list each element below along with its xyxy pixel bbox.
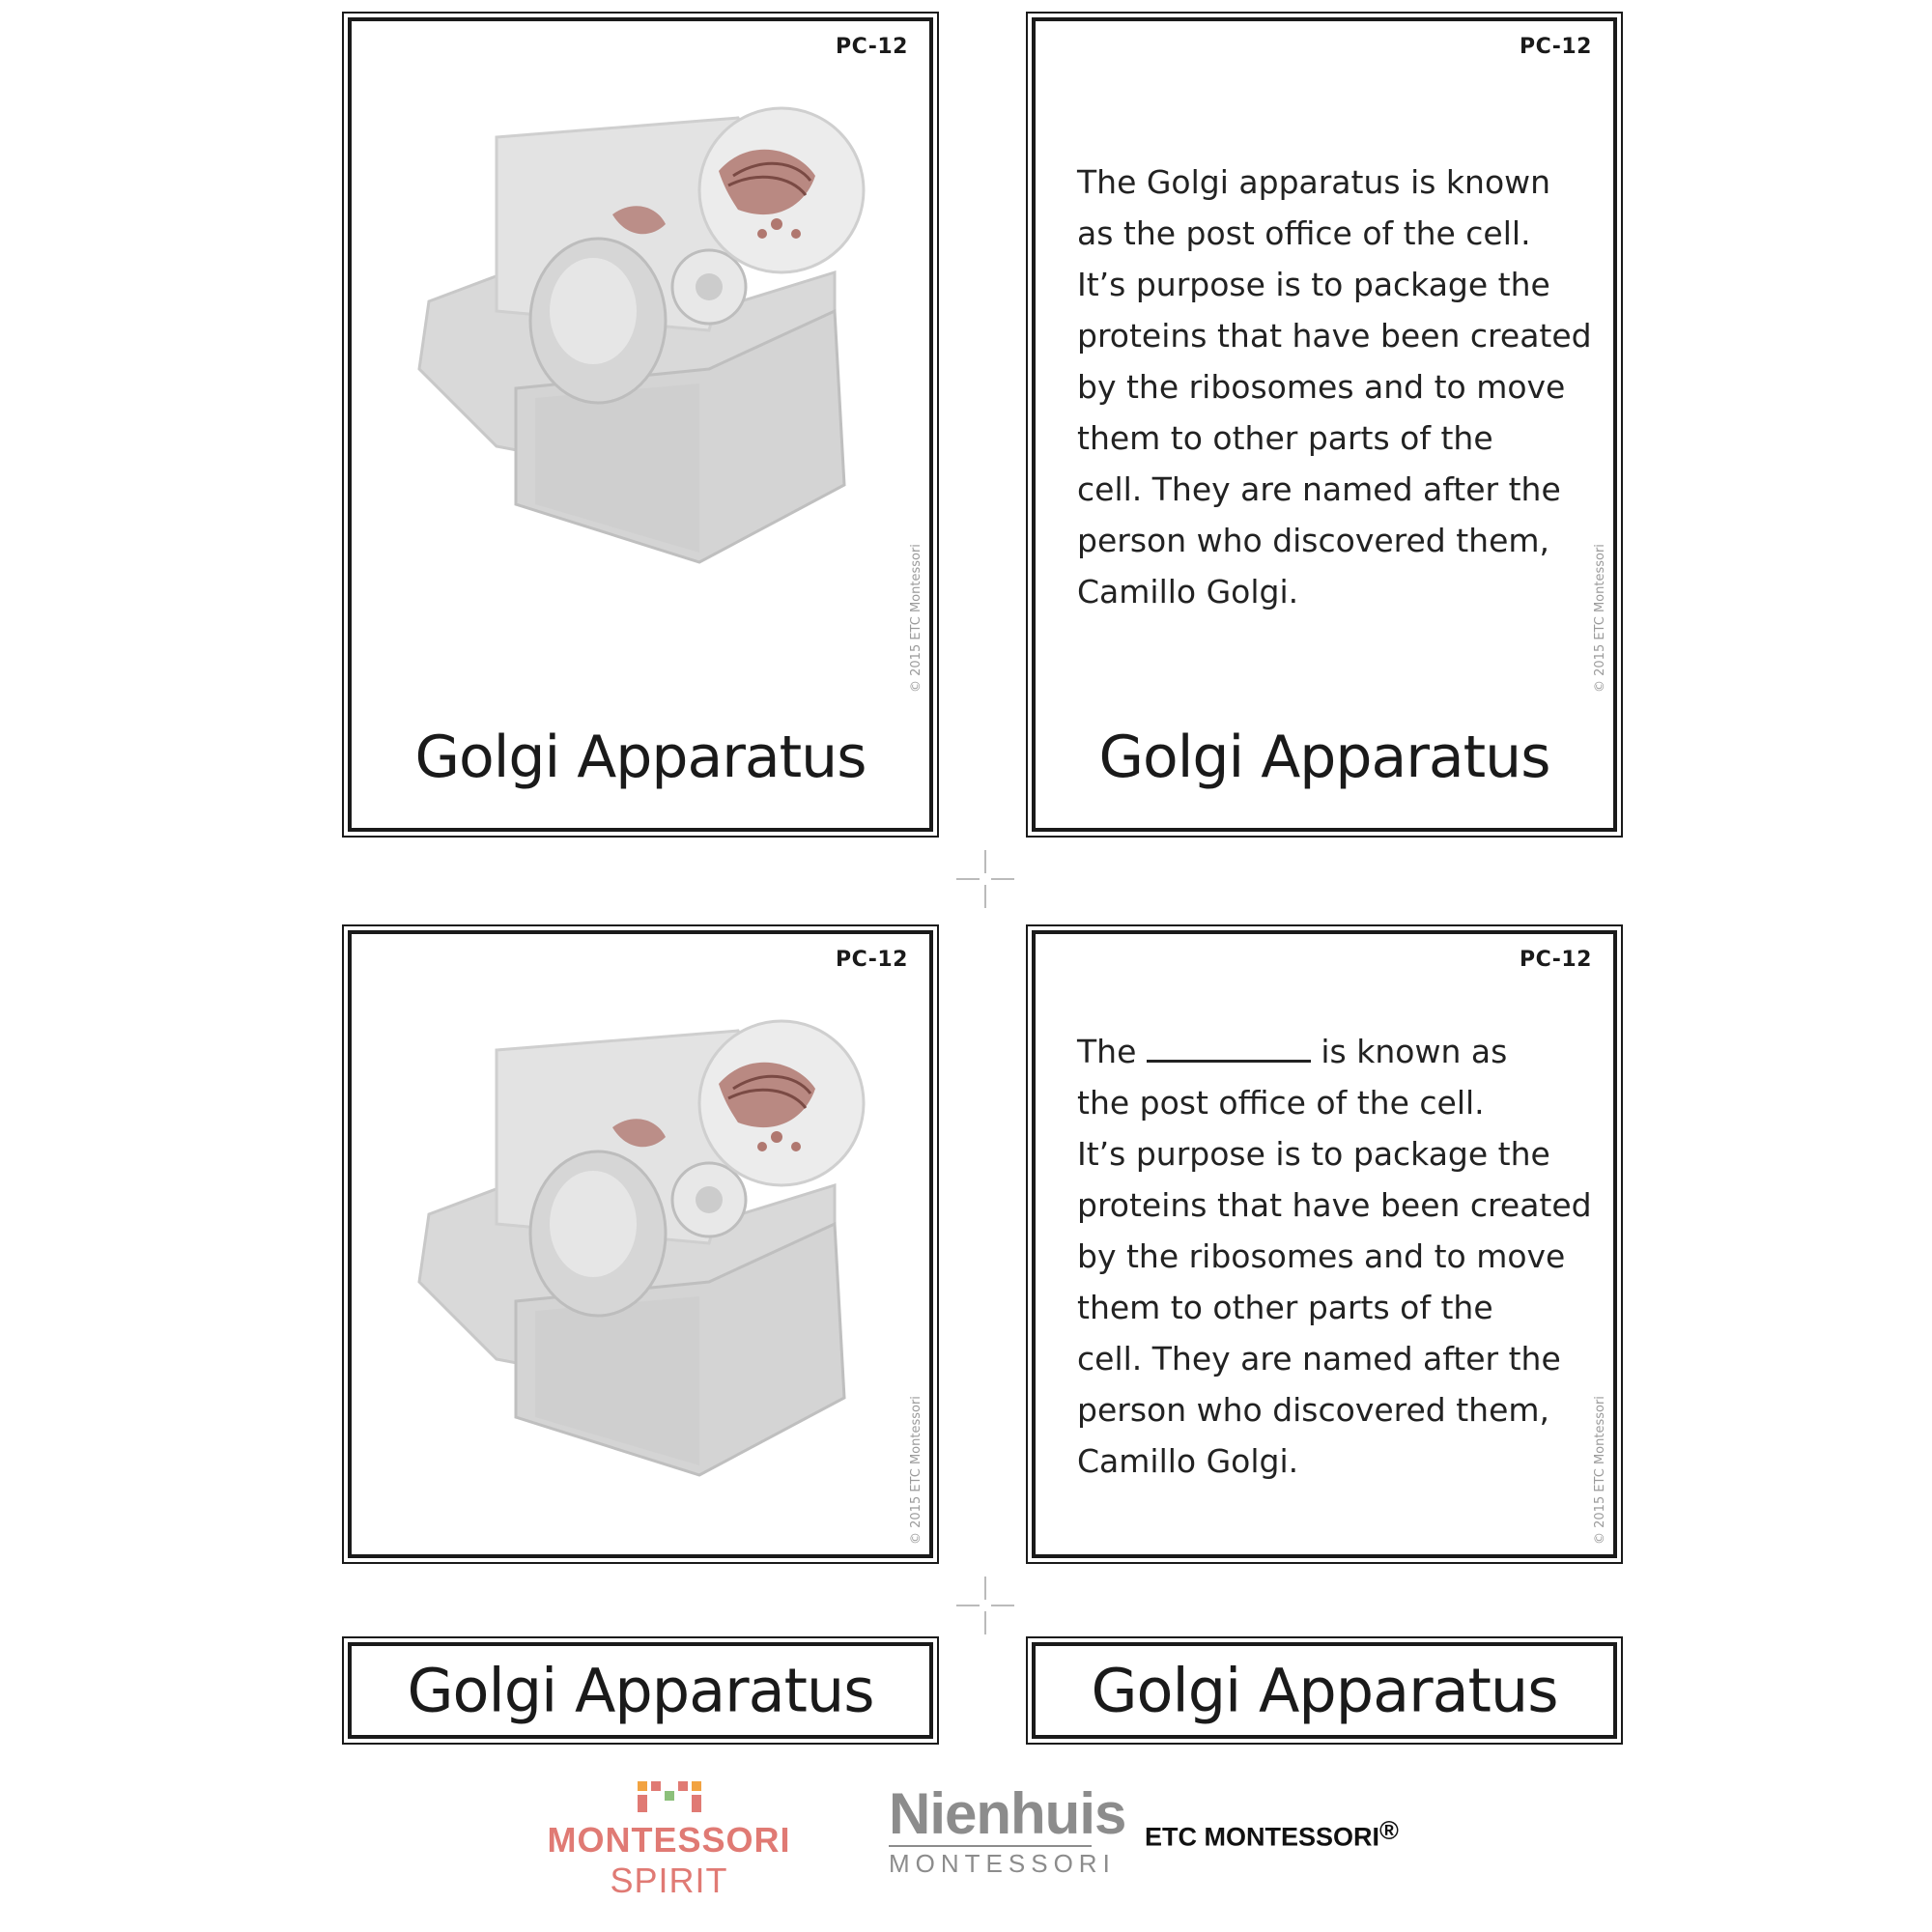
definition-line: Camillo Golgi. xyxy=(1077,573,1299,611)
spirit-brand-light: SPIRIT xyxy=(610,1861,728,1900)
label-card xyxy=(1032,1642,1617,1739)
definition-line: cell. They are named after the xyxy=(1077,1340,1561,1378)
card-code: PC-12 xyxy=(1519,35,1592,59)
label-title: Golgi Apparatus xyxy=(1091,1655,1558,1726)
definition-line: by the ribosomes and to move xyxy=(1077,1237,1566,1275)
definition-text xyxy=(1077,156,1592,617)
definition-line: by the ribosomes and to move xyxy=(1077,368,1566,406)
cell-illustration xyxy=(390,79,893,582)
card-code: PC-12 xyxy=(1519,948,1592,972)
picture-card xyxy=(348,17,933,832)
definition-line: person who discovered them, xyxy=(1077,1391,1550,1429)
montessori-spirit-logo xyxy=(502,1777,836,1901)
definition-line: proteins that have been created xyxy=(1077,1186,1592,1224)
definition-line: Camillo Golgi. xyxy=(1077,1442,1299,1480)
label-card xyxy=(348,1642,933,1739)
spirit-mark-icon xyxy=(636,1777,703,1816)
definition-line: person who discovered them, xyxy=(1077,522,1550,559)
definition-line xyxy=(1077,1026,1579,1077)
etc-montessori-logo xyxy=(1145,1816,1425,1852)
label-title: Golgi Apparatus xyxy=(407,1655,874,1726)
definition-text-blank xyxy=(1077,1026,1592,1487)
logo-bar xyxy=(0,1768,1932,1900)
definition-line: them to other parts of the xyxy=(1077,1289,1493,1326)
definition-line: as the post office of the cell. xyxy=(1077,214,1531,252)
spirit-brand-bold: MONTESSORI xyxy=(547,1820,791,1860)
crop-mark xyxy=(956,850,1014,908)
card-title: Golgi Apparatus xyxy=(414,724,867,791)
definition-line: the post office of the cell. xyxy=(1077,1084,1485,1122)
copyright-text: © 2015 ETC Montessori xyxy=(1593,1396,1607,1545)
fill-in-blank xyxy=(1147,1037,1311,1063)
definition-line: The Golgi apparatus is known xyxy=(1077,163,1551,201)
crop-mark xyxy=(956,1577,1014,1634)
card-code: PC-12 xyxy=(835,35,908,59)
definition-line: them to other parts of the xyxy=(1077,419,1493,457)
definition-line-end: is known as xyxy=(1321,1033,1508,1070)
nienhuis-subtitle: MONTESSORI xyxy=(889,1845,1092,1879)
card-code: PC-12 xyxy=(835,948,908,972)
definition-line-start: The xyxy=(1077,1033,1137,1070)
definition-card xyxy=(1032,17,1617,832)
etc-wordmark: ETC MONTESSORI xyxy=(1145,1822,1380,1852)
cell-illustration xyxy=(390,992,893,1494)
definition-line: cell. They are named after the xyxy=(1077,470,1561,508)
copyright-text: © 2015 ETC Montessori xyxy=(1593,544,1607,693)
nienhuis-logo xyxy=(889,1781,1126,1879)
copyright-text: © 2015 ETC Montessori xyxy=(909,544,923,693)
definition-line: It’s purpose is to package the xyxy=(1077,1135,1550,1173)
picture-card-unlabeled xyxy=(348,930,933,1558)
copyright-text: © 2015 ETC Montessori xyxy=(909,1396,923,1545)
card-title: Golgi Apparatus xyxy=(1098,724,1550,791)
registered-mark: ® xyxy=(1379,1816,1399,1845)
definition-line: It’s purpose is to package the xyxy=(1077,266,1550,303)
definition-card-blank xyxy=(1032,930,1617,1558)
definition-line: proteins that have been created xyxy=(1077,317,1592,355)
nienhuis-wordmark: Nienhuis xyxy=(889,1781,1126,1846)
